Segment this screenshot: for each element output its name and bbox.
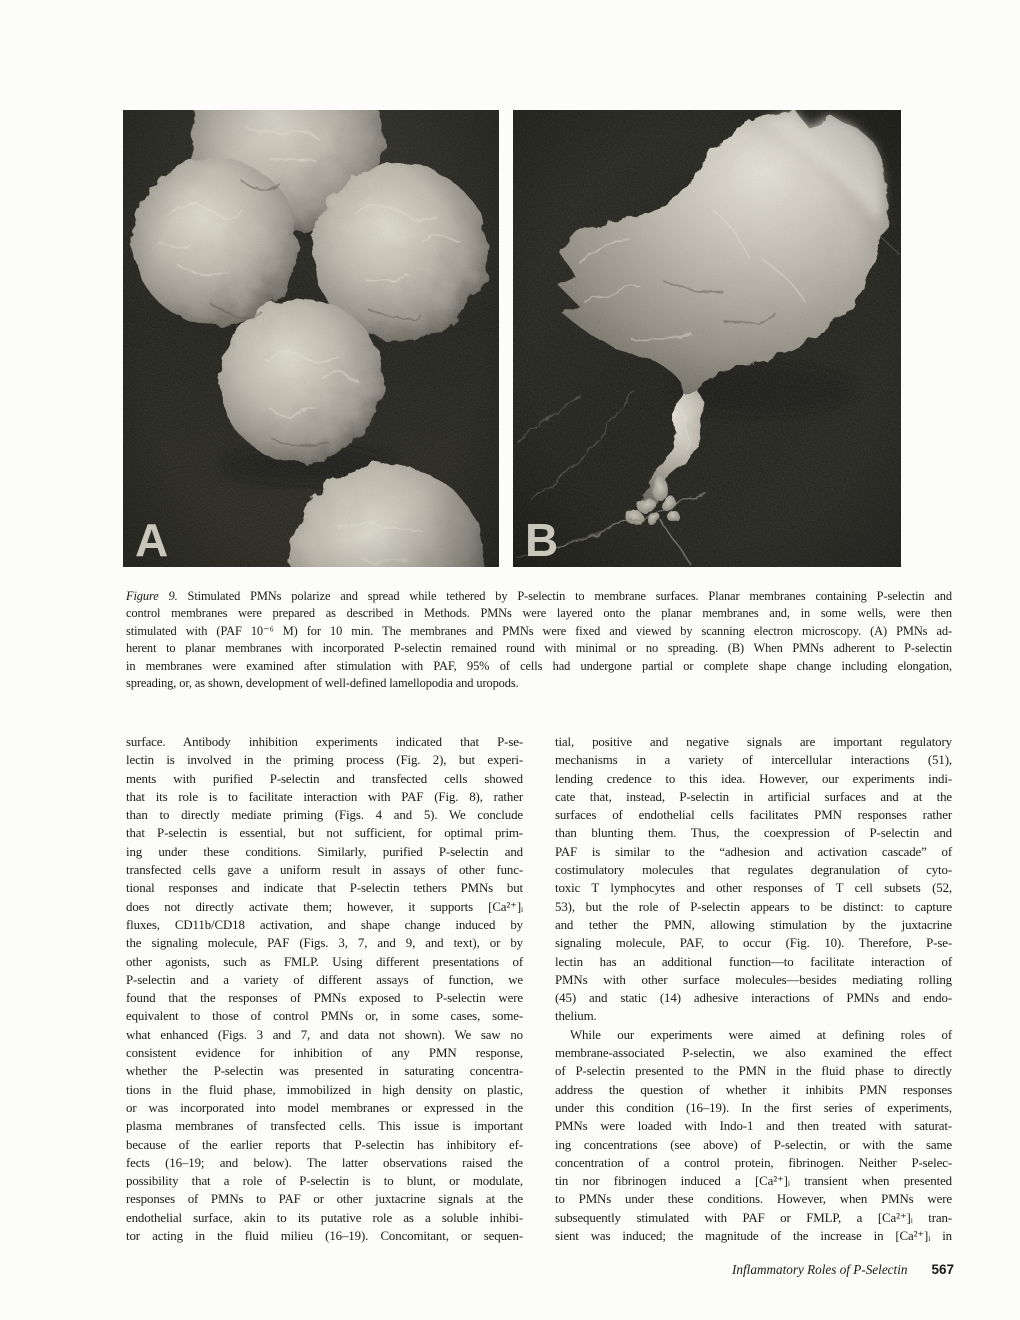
text-line: signaling molecule, PAF, to occur (Fig. 10). Therefore, P-se- bbox=[555, 936, 952, 951]
page-number: 567 bbox=[931, 1262, 954, 1277]
left-column bbox=[126, 733, 523, 1245]
text-line: (45) and static (14) adhesive interactions of PMNs and endo- bbox=[555, 991, 952, 1006]
text-line: stimulated with (PAF 10⁻⁶ M) for 10 min. The membranes and PMNs were fixed and viewed by scanning electron microscopy. (A) PMNs ad- bbox=[126, 623, 952, 638]
text-line: membrane-associated P-selectin, we also examined the effect bbox=[555, 1046, 952, 1061]
text-line: concentration of a control protein, fibrinogen. Neither P-selec- bbox=[555, 1155, 952, 1170]
figure-panels bbox=[123, 110, 901, 567]
text-line: of P-selectin presented to the PMN in the fluid phase to directly bbox=[555, 1064, 952, 1079]
text-line: ing under these conditions. Similarly, purified P-selectin and bbox=[126, 844, 523, 859]
text-line: 53), but the role of P-selectin appears to be distinct: to capture bbox=[555, 899, 952, 914]
text-line: to PMNs under these conditions. However, when PMNs were bbox=[555, 1192, 952, 1207]
text-line: subsequently stimulated with PAF or FMLP, a [Ca²⁺]ᵢ tran- bbox=[555, 1210, 952, 1225]
panel-a-label: A bbox=[135, 514, 168, 566]
text-line: possibility that a role of P-selectin is to blunt, or modulate, bbox=[126, 1174, 523, 1189]
text-line: thelium. bbox=[555, 1009, 597, 1024]
caption-first-line-text: Stimulated PMNs polarize and spread while tethered by P-selectin to membrane surfaces. Planar membranes containing P-selectin and bbox=[187, 589, 952, 603]
text-line: toxic T lymphocytes and other responses of T cell subsets (52, bbox=[555, 881, 952, 896]
text-line: in membranes were examined after stimulation with PAF, 95% of cells had undergone partial or complete shape change including elongation, bbox=[126, 658, 952, 673]
sem-micrograph-spread-pmn bbox=[513, 110, 901, 567]
text-line: cate that, instead, P-selectin in artificial surfaces and at the bbox=[555, 789, 952, 804]
text-line: under this condition (16–19). In the first series of experiments, bbox=[555, 1100, 952, 1115]
text-line: what enhanced (Figs. 3 and 7, and data not shown). We saw no bbox=[126, 1027, 523, 1042]
text-line: responses of PMNs to PAF or other juxtacrine signals at the bbox=[126, 1192, 523, 1207]
caption-figure-number: Figure 9. bbox=[126, 589, 178, 603]
text-line: surfaces of endothelial cells facilitates PMN responses rather bbox=[555, 808, 952, 823]
text-line: lending credence to this idea. However, our experiments indi- bbox=[555, 771, 952, 786]
text-line: fluxes, CD11b/CD18 activation, and shape change induced by bbox=[126, 917, 523, 932]
text-line: that P-selectin is essential, but not sufficient, for optimal prim- bbox=[126, 826, 523, 841]
text-line: than blunting them. Thus, the coexpression of P-selectin and bbox=[555, 826, 952, 841]
page-footer bbox=[126, 1262, 954, 1278]
text-line: P-selectin and a variety of different assays of function, we bbox=[126, 972, 523, 987]
text-line: because of the earlier reports that P-selectin has inhibitory ef- bbox=[126, 1137, 523, 1152]
caption-lines bbox=[126, 605, 952, 692]
text-line: costimulatory molecules that regulates degranulation of cyto- bbox=[555, 863, 952, 878]
text-line: tor acting in the fluid milieu (16–19). Concomitant, or sequen- bbox=[126, 1229, 523, 1244]
right-column bbox=[555, 733, 952, 1245]
text-line: mechanisms in a variety of intercellular interactions (51), bbox=[555, 753, 952, 768]
text-line: whether the P-selectin was presented in saturating concentra- bbox=[126, 1064, 523, 1079]
text-line: does not directly activate them; however, it supports [Ca²⁺]ᵢ bbox=[126, 899, 523, 914]
text-line: plasma membranes of transfected cells. This issue is important bbox=[126, 1119, 523, 1134]
sem-micrograph-round-pmns bbox=[123, 110, 499, 567]
figure-panel-b-image bbox=[513, 110, 901, 567]
text-line: that its role is to facilitate interaction with PAF (Fig. 8), rather bbox=[126, 789, 523, 804]
body-text bbox=[126, 733, 952, 1245]
text-line: transfected cells gave a uniform result in assays of other func- bbox=[126, 863, 523, 878]
text-line: other agonists, such as FMLP. Using different presentations of bbox=[126, 954, 523, 969]
text-line: PAF is similar to the “adhesion and activation cascade” of bbox=[555, 844, 952, 859]
text-line: and tether the PMN, allowing stimulation by the juxtacrine bbox=[555, 917, 952, 932]
caption-first-line bbox=[126, 588, 952, 605]
text-line: lectin has an additional function—to facilitate interaction of bbox=[555, 954, 952, 969]
text-line: tin nor fibrinogen induced a [Ca²⁺]ᵢ transient when presented bbox=[555, 1174, 952, 1189]
text-line: lectin is involved in the priming process (Fig. 2), but experi- bbox=[126, 753, 523, 768]
figure-caption bbox=[126, 588, 952, 692]
text-line: equivalent to those of control PMNs or, in some cases, some- bbox=[126, 1009, 523, 1024]
text-line: found that the responses of PMNs exposed to P-selectin were bbox=[126, 991, 523, 1006]
text-line: than to directly mediate priming (Figs. 4 and 5). We conclude bbox=[126, 808, 523, 823]
text-line: PMNs with other surface molecules—besides mediating rolling bbox=[555, 972, 952, 987]
text-line: spreading, or, as shown, development of well-defined lamellopodia and uropods. bbox=[126, 676, 519, 691]
text-line: sient was induced; the magnitude of the increase in [Ca²⁺]ᵢ in bbox=[555, 1229, 952, 1244]
figure-panel-a-image bbox=[123, 110, 499, 567]
text-line: tional responses and indicate that P-selectin tethers PMNs but bbox=[126, 881, 523, 896]
text-line: tions in the fluid phase, immobilized in high density on plastic, bbox=[126, 1082, 523, 1097]
text-line: ments with purified P-selectin and transfected cells showed bbox=[126, 771, 523, 786]
text-line: surface. Antibody inhibition experiments indicated that P-se- bbox=[126, 735, 523, 749]
text-line: herent to planar membranes with incorporated P-selectin remained round with minimal or no spreading. (B) When PMNs adherent to P-selectin bbox=[126, 641, 952, 656]
text-line: consistent evidence for inhibition of any PMN response, bbox=[126, 1046, 523, 1061]
text-line: ing concentrations (see above) of P-selectin, or with the same bbox=[555, 1137, 952, 1152]
text-line: tial, positive and negative signals are important regulatory bbox=[555, 735, 952, 749]
text-line: control membranes were prepared as described in Methods. PMNs were layered onto the planar membranes and, in some wells, were then bbox=[126, 606, 952, 621]
text-line: PMNs were loaded with Indo-1 and then treated with saturat- bbox=[555, 1119, 952, 1134]
text-line: or was incorporated into model membranes or expressed in the bbox=[126, 1100, 523, 1115]
text-line: endothelial surface, akin to its putative role as a soluble inhibi- bbox=[126, 1210, 523, 1225]
running-title: Inflammatory Roles of P-Selectin bbox=[732, 1262, 908, 1277]
panel-b-label: B bbox=[525, 514, 558, 566]
text-line: the signaling molecule, PAF (Figs. 3, 7, and 9, and text), or by bbox=[126, 936, 523, 951]
text-line: address the question of whether it inhibits PMN responses bbox=[555, 1082, 952, 1097]
text-line: fects (16–19; and below). The latter observations raised the bbox=[126, 1155, 523, 1170]
text-line: While our experiments were aimed at defining roles of bbox=[570, 1027, 952, 1042]
